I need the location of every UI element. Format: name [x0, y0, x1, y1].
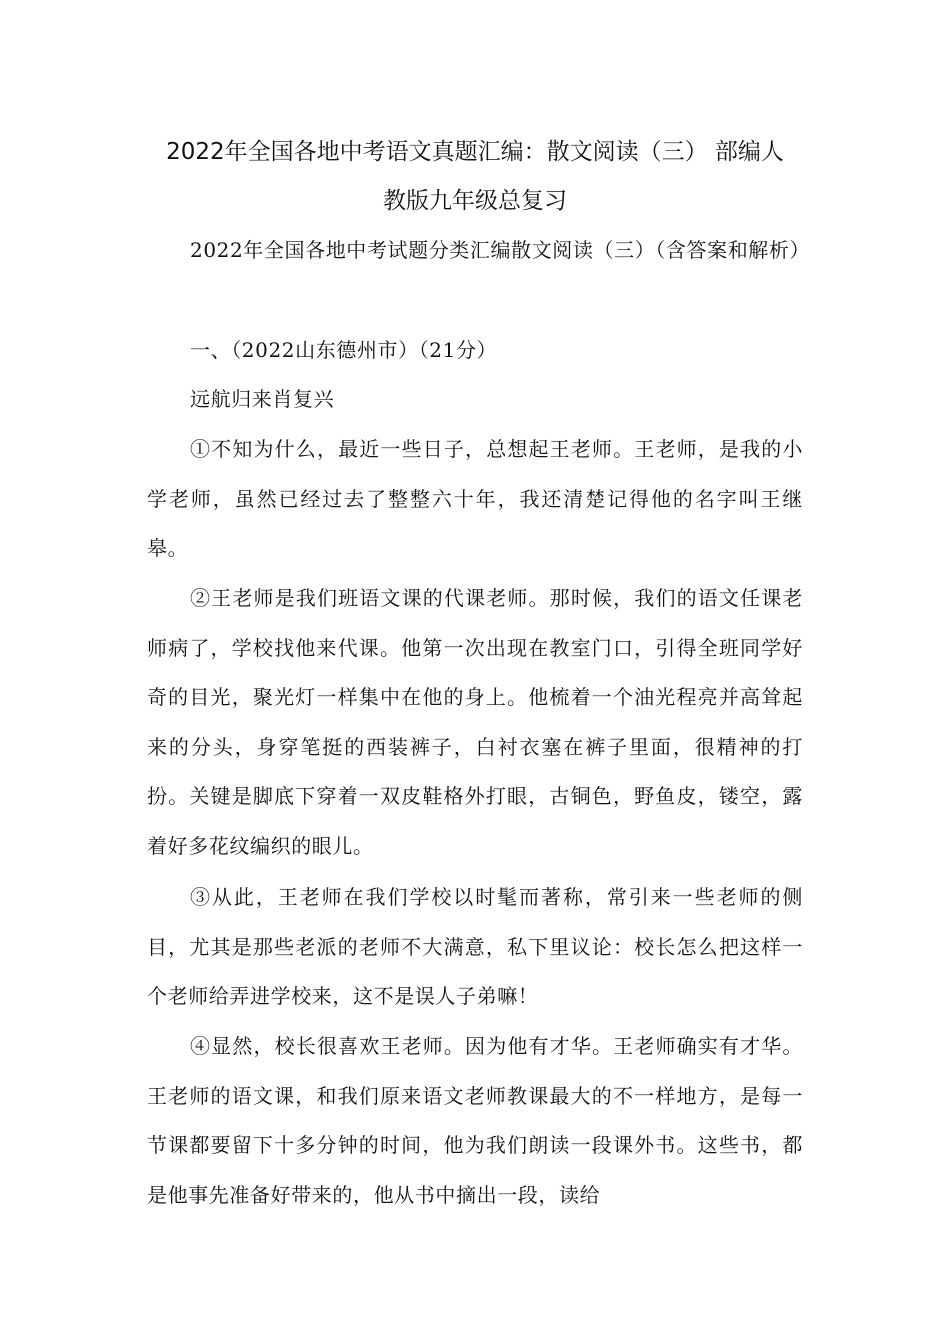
section-heading: 一、（2022山东德州市）（21分）: [190, 338, 498, 362]
intro-paragraph: 2022年全国各地中考试题分类汇编散文阅读（三）（含答案和解析）: [190, 238, 811, 262]
document-title-line2: 教版九年级总复习: [383, 188, 567, 214]
article-title: 远航归来肖复兴: [190, 387, 335, 411]
paragraph-3: ③从此，王老师在我们学校以时髦而著称，常引来一些老师的侧目，尤其是那些老派的老师不大满意，私下里议论：校长怎么把这样一个老师给弄进学校来，这不是误人子弟嘛！: [147, 885, 803, 1009]
document-title-line1: 2022年全国各地中考语文真题汇编：散文阅读（三） 部编人: [166, 139, 784, 165]
paragraph-4: ④显然，校长很喜欢王老师。因为他有才华。王老师确实有才华。王老师的语文课，和我们原来语文老师教课最大的不一样地方，是每一节课都要留下十多分钟的时间，他为我们朗读一段课外书。这些书，都是他事先准备好带来的，他从书中摘出一段，读给: [147, 1034, 803, 1207]
paragraph-2: ②王老师是我们班语文课的代课老师。那时候，我们的语文任课老师病了，学校找他来代课。他第一次出现在教室门口，引得全班同学好奇的目光，聚光灯一样集中在他的身上。他梳着一个油光程亮并高耸起来的分头，身穿笔挺的西装裤子，白衬衣塞在裤子里面，很精神的打扮。关键是脚底下穿着一双皮鞋格外打眼，古铜色，野鱼皮，镂空，露着好多花纹编织的眼儿。: [147, 586, 803, 858]
paragraph-1: ①不知为什么，最近一些日子，总想起王老师。王老师，是我的小学老师，虽然已经过去了整整六十年，我还清楚记得他的名字叫王继皋。: [147, 437, 803, 561]
